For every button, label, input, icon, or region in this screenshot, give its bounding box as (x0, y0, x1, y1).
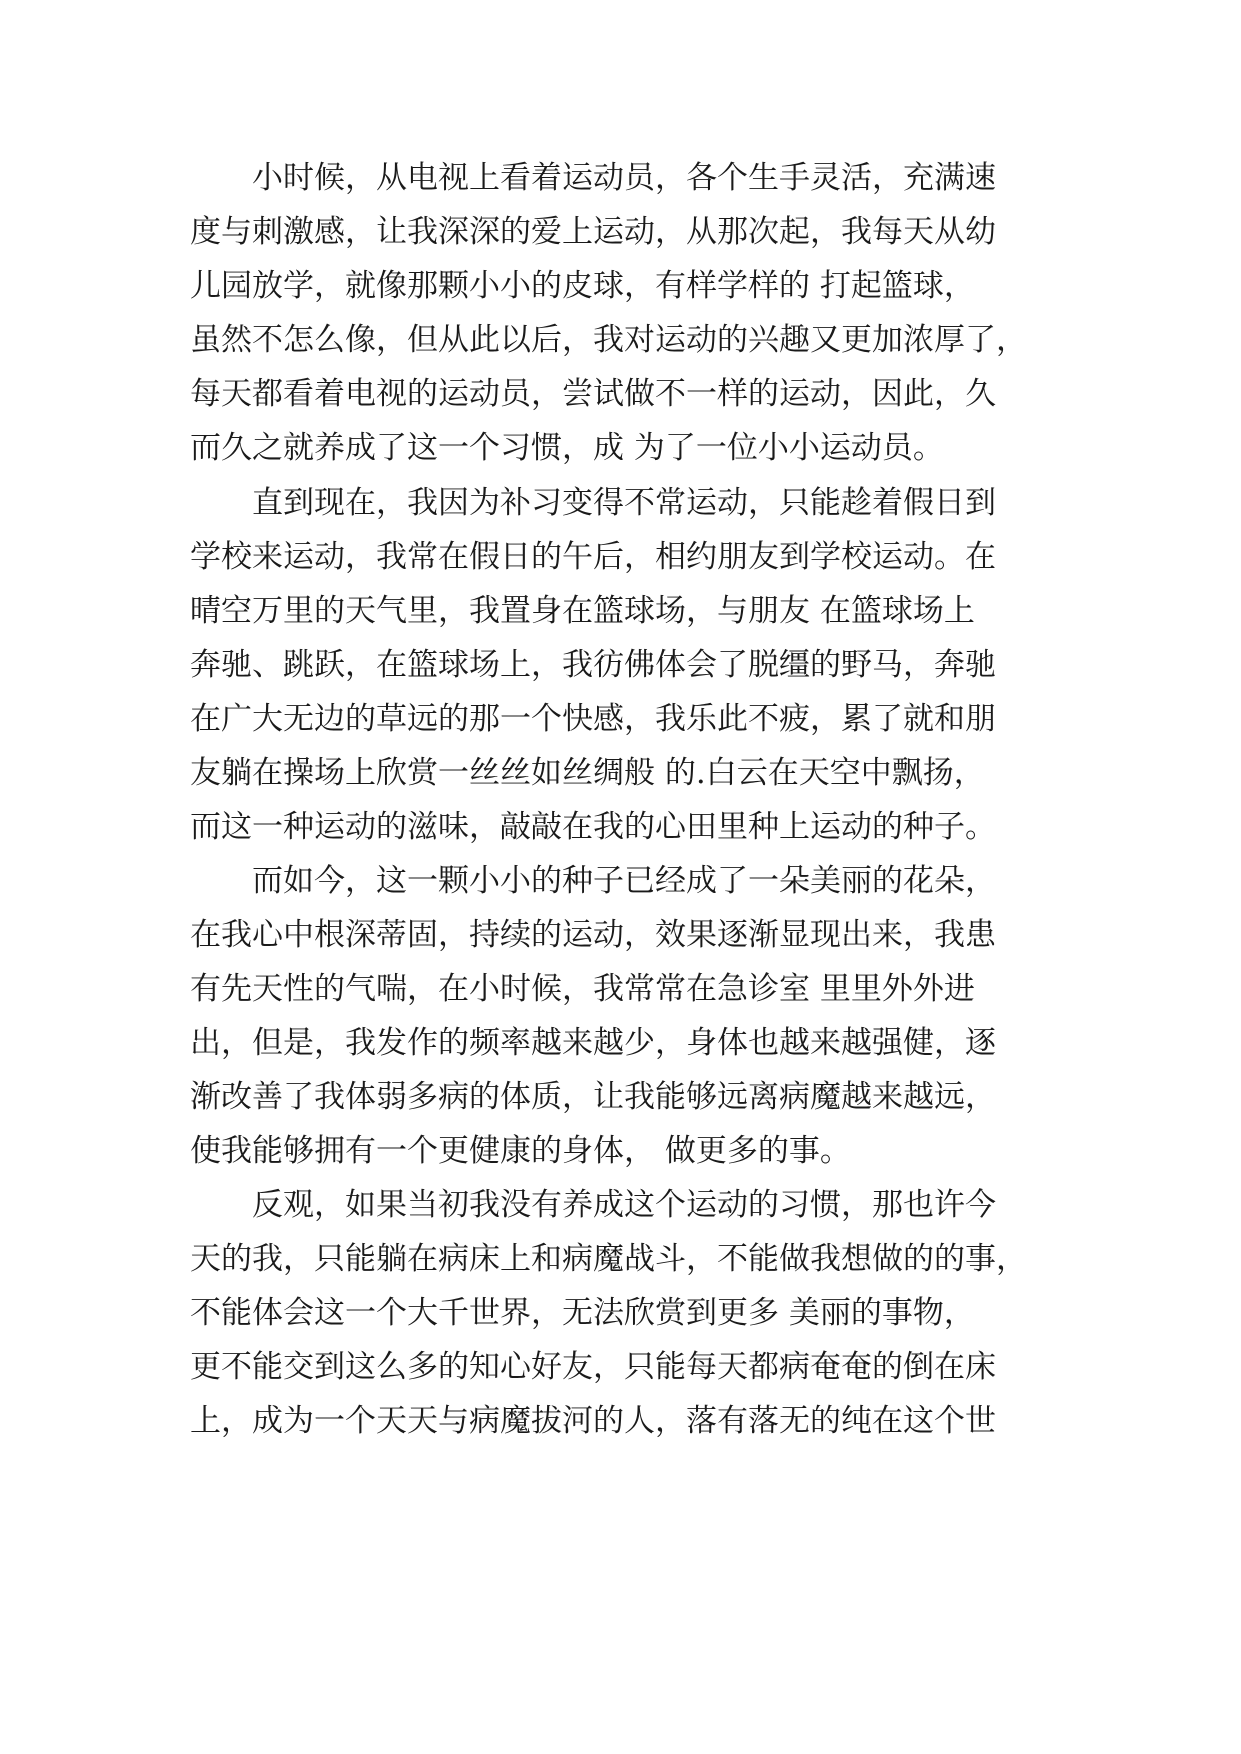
text-line: 不能体会这一个大千世界，无法欣赏到更多 美丽的事物， (190, 1295, 975, 1331)
text-line: 更不能交到这么多的知心好友，只能每天都病奄奄的倒在床 (190, 1349, 996, 1385)
text-line: 使我能够拥有一个更健康的身体， 做更多的事。 (190, 1133, 851, 1169)
text-line: 而这一种运动的滋味，敲敲在我的心田里种上运动的种子。 (190, 809, 996, 845)
text-line: 上，成为一个天天与病魔拔河的人，落有落无的纯在这个世 (190, 1403, 996, 1439)
text-line: 渐改善了我体弱多病的体质，让我能够远离病魔越来越远， (190, 1079, 996, 1115)
text-line: 天的我，只能躺在病床上和病魔战斗，不能做我想做的的事， (190, 1241, 1027, 1277)
text-line: 奔驰、跳跃，在篮球场上，我彷佛体会了脱缰的野马，奔驰 (190, 647, 996, 683)
text-line: 友躺在操场上欣赏一丝丝如丝绸般 的.白云在天空中飘扬， (190, 755, 985, 791)
text-line: 在我心中根深蒂固，持续的运动，效果逐渐显现出来，我患 (190, 917, 996, 953)
text-line: 有先天性的气喘，在小时候，我常常在急诊室 里里外外进 (190, 971, 975, 1007)
text-line: 出，但是，我发作的频率越来越少，身体也越来越强健，逐 (190, 1025, 996, 1061)
text-line: 儿园放学，就像那颗小小的皮球，有样学样的 打起篮球， (190, 268, 975, 304)
text-line: 晴空万里的天气里，我置身在篮球场，与朋友 在篮球场上 (190, 593, 975, 629)
text-line: 反观，如果当初我没有养成这个运动的习惯，那也许今 (252, 1187, 996, 1223)
text-line: 每天都看着电视的运动员，尝试做不一样的运动，因此，久 (190, 376, 996, 412)
text-line: 学校来运动，我常在假日的午后，相约朋友到学校运动。在 (190, 539, 996, 575)
text-line: 小时候，从电视上看着运动员，各个生手灵活，充满速 (252, 160, 996, 196)
text-line: 直到现在，我因为补习变得不常运动，只能趁着假日到 (252, 485, 996, 521)
text-line: 虽然不怎么像，但从此以后，我对运动的兴趣又更加浓厚了， (190, 322, 1027, 358)
text-line: 而如今，这一颗小小的种子已经成了一朵美丽的花朵， (252, 863, 996, 899)
text-line: 而久之就养成了这一个习惯，成 为了一位小小运动员。 (190, 430, 944, 466)
text-line: 度与刺激感，让我深深的爱上运动，从那次起，我每天从幼 (190, 214, 996, 250)
text-line: 在广大无边的草远的那一个快感，我乐此不疲，累了就和朋 (190, 701, 996, 737)
